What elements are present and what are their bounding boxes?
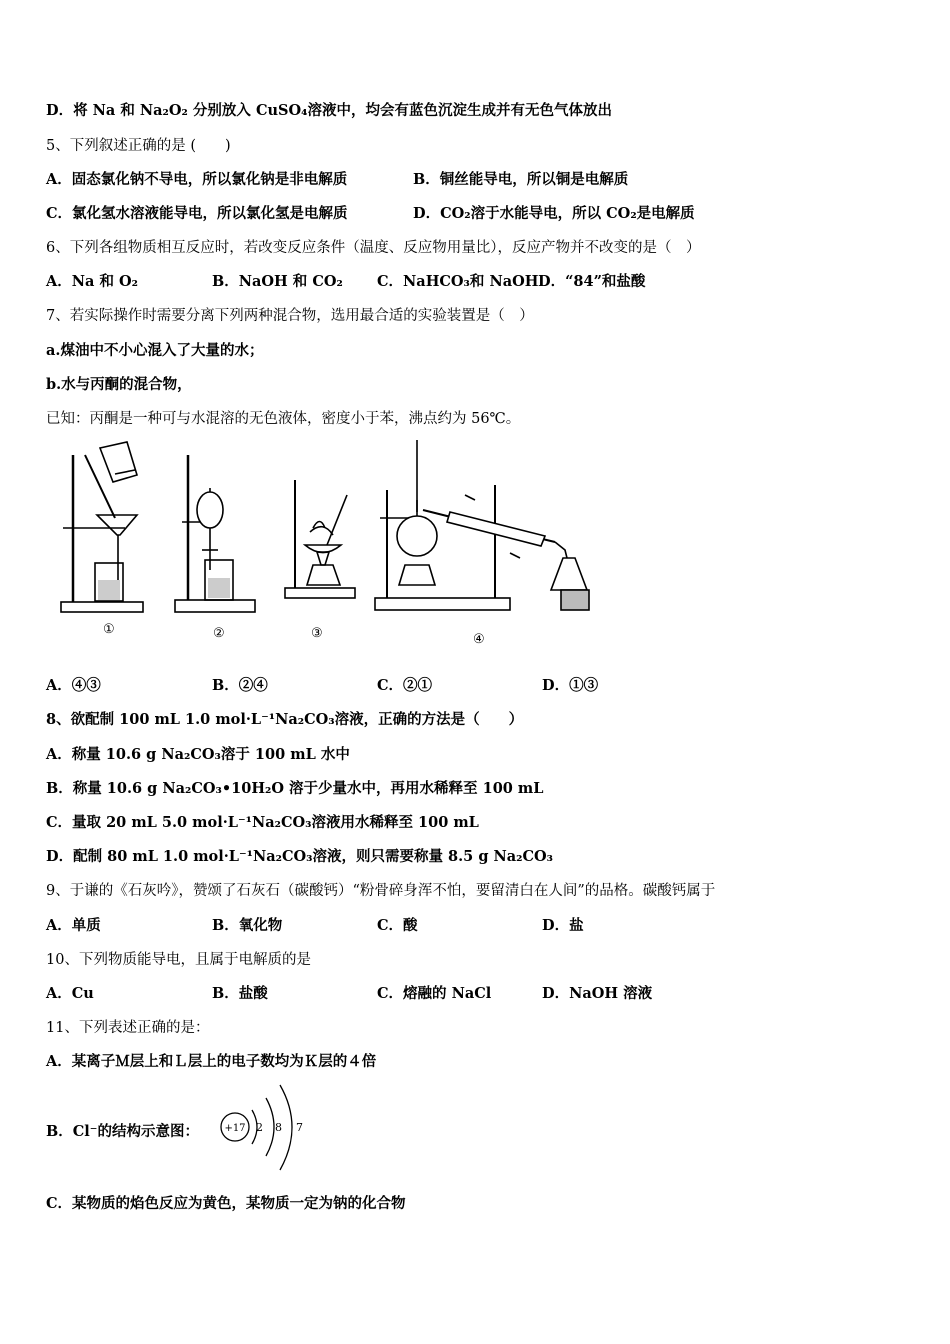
q9-option-c: C．酸 [377,917,418,934]
apparatus-evaporation [285,480,355,598]
q6-option-d: D．“84”和盐酸 [538,273,646,290]
q8-option-d: D．配制 80 mL 1.0 mol·L⁻¹Na₂CO₃溶液，则只需要称量 8.5 g Na₂CO₃ [46,848,554,865]
nucleus-charge: +17 [224,1123,246,1134]
q10-option-c: C．熔融的 NaCl [377,985,492,1002]
q7-known: 已知：丙酮是一种可与水混溶的无色液体，密度小于苯，沸点约为 56℃。 [46,411,521,427]
q7-option-c: C．②① [377,677,433,694]
q6-option-b: B．NaOH 和 CO₂ [212,273,343,290]
lab-apparatus-figure [55,440,595,650]
apparatus-distillation [375,440,589,610]
q10-option-d: D．NaOH 溶液 [542,985,653,1002]
q7-mixture-b: b.水与丙酮的混合物， [46,376,192,393]
q7-mixture-a: a.煤油中不小心混入了大量的水； [46,342,264,359]
q7-option-a: A．④③ [46,677,101,694]
q9-stem: 9、于谦的《石灰吟》，赞颂了石灰石（碳酸钙）“粉骨碎身浑不怕，要留清白在人间”的品格。碳酸钙属于 [46,883,716,899]
q5-option-c: C．氯化氢水溶液能导电，所以氯化氢是电解质 [46,205,348,222]
shell-2-electrons: 8 [275,1121,282,1134]
apparatus-label-3: ③ [311,626,323,641]
apparatus-filtration [61,442,143,612]
q5-option-a: A．固态氯化钠不导电，所以氯化钠是非电解质 [46,171,348,188]
q8-option-b: B．称量 10.6 g Na₂CO₃•10H₂O 溶于少量水中，再用水稀释至 100 mL [46,780,544,797]
q4-option-d: D．将 Na 和 Na₂O₂ 分别放入 CuSO₄溶液中，均会有蓝色沉淀生成并有无色气体放出 [46,102,612,119]
q11-option-c: C．某物质的焰色反应为黄色，某物质一定为钠的化合物 [46,1195,406,1212]
q8-option-c: C．量取 20 mL 5.0 mol·L⁻¹Na₂CO₃溶液用水稀释至 100 mL [46,814,479,831]
q7-stem: 7、若实际操作时需要分离下列两种混合物，选用最合适的实验装置是（ ） [46,308,534,324]
q7-option-d: D．①③ [542,677,599,694]
q10-option-a: A．Cu [46,985,94,1002]
q11-stem: 11、下列表述正确的是： [46,1020,210,1036]
shell-1-electrons: 2 [256,1121,263,1134]
q9-option-a: A．单质 [46,917,101,934]
q6-stem: 6、下列各组物质相互反应时，若改变反应条件（温度、反应物用量比），反应产物并不改变的是（ ） [46,240,701,256]
q10-option-b: B．盐酸 [212,985,268,1002]
apparatus-label-2: ② [213,626,225,641]
q8-stem: 8、欲配制 100 mL 1.0 mol·L⁻¹Na₂CO₃溶液，正确的方法是（ ） [46,711,524,728]
q7-option-b: B．②④ [212,677,268,694]
q11-option-a: A．某离子Ｍ层上和Ｌ层上的电子数均为Ｋ层的４倍 [46,1053,377,1070]
chloride-ion-structure-diagram [218,1080,308,1175]
q5-stem: 5、下列叙述正确的是 ( ) [46,138,231,154]
q5-option-b: B．铜丝能导电，所以铜是电解质 [413,171,629,188]
q6-option-c: C．NaHCO₃和 NaOH [377,273,539,290]
apparatus-label-4: ④ [473,632,485,647]
q6-option-a: A．Na 和 O₂ [46,273,138,290]
apparatus-label-1: ① [103,622,115,637]
q5-option-d: D．CO₂溶于水能导电，所以 CO₂是电解质 [413,205,695,222]
q9-option-d: D．盐 [542,917,584,934]
apparatus-separatory-funnel [175,455,255,612]
q10-stem: 10、下列物质能导电，且属于电解质的是 [46,952,311,968]
q11-option-b: B．Cl⁻的结构示意图： [46,1123,199,1140]
q9-option-b: B．氧化物 [212,917,283,934]
q8-option-a: A．称量 10.6 g Na₂CO₃溶于 100 mL 水中 [46,746,350,763]
shell-3-electrons: 7 [296,1121,303,1134]
